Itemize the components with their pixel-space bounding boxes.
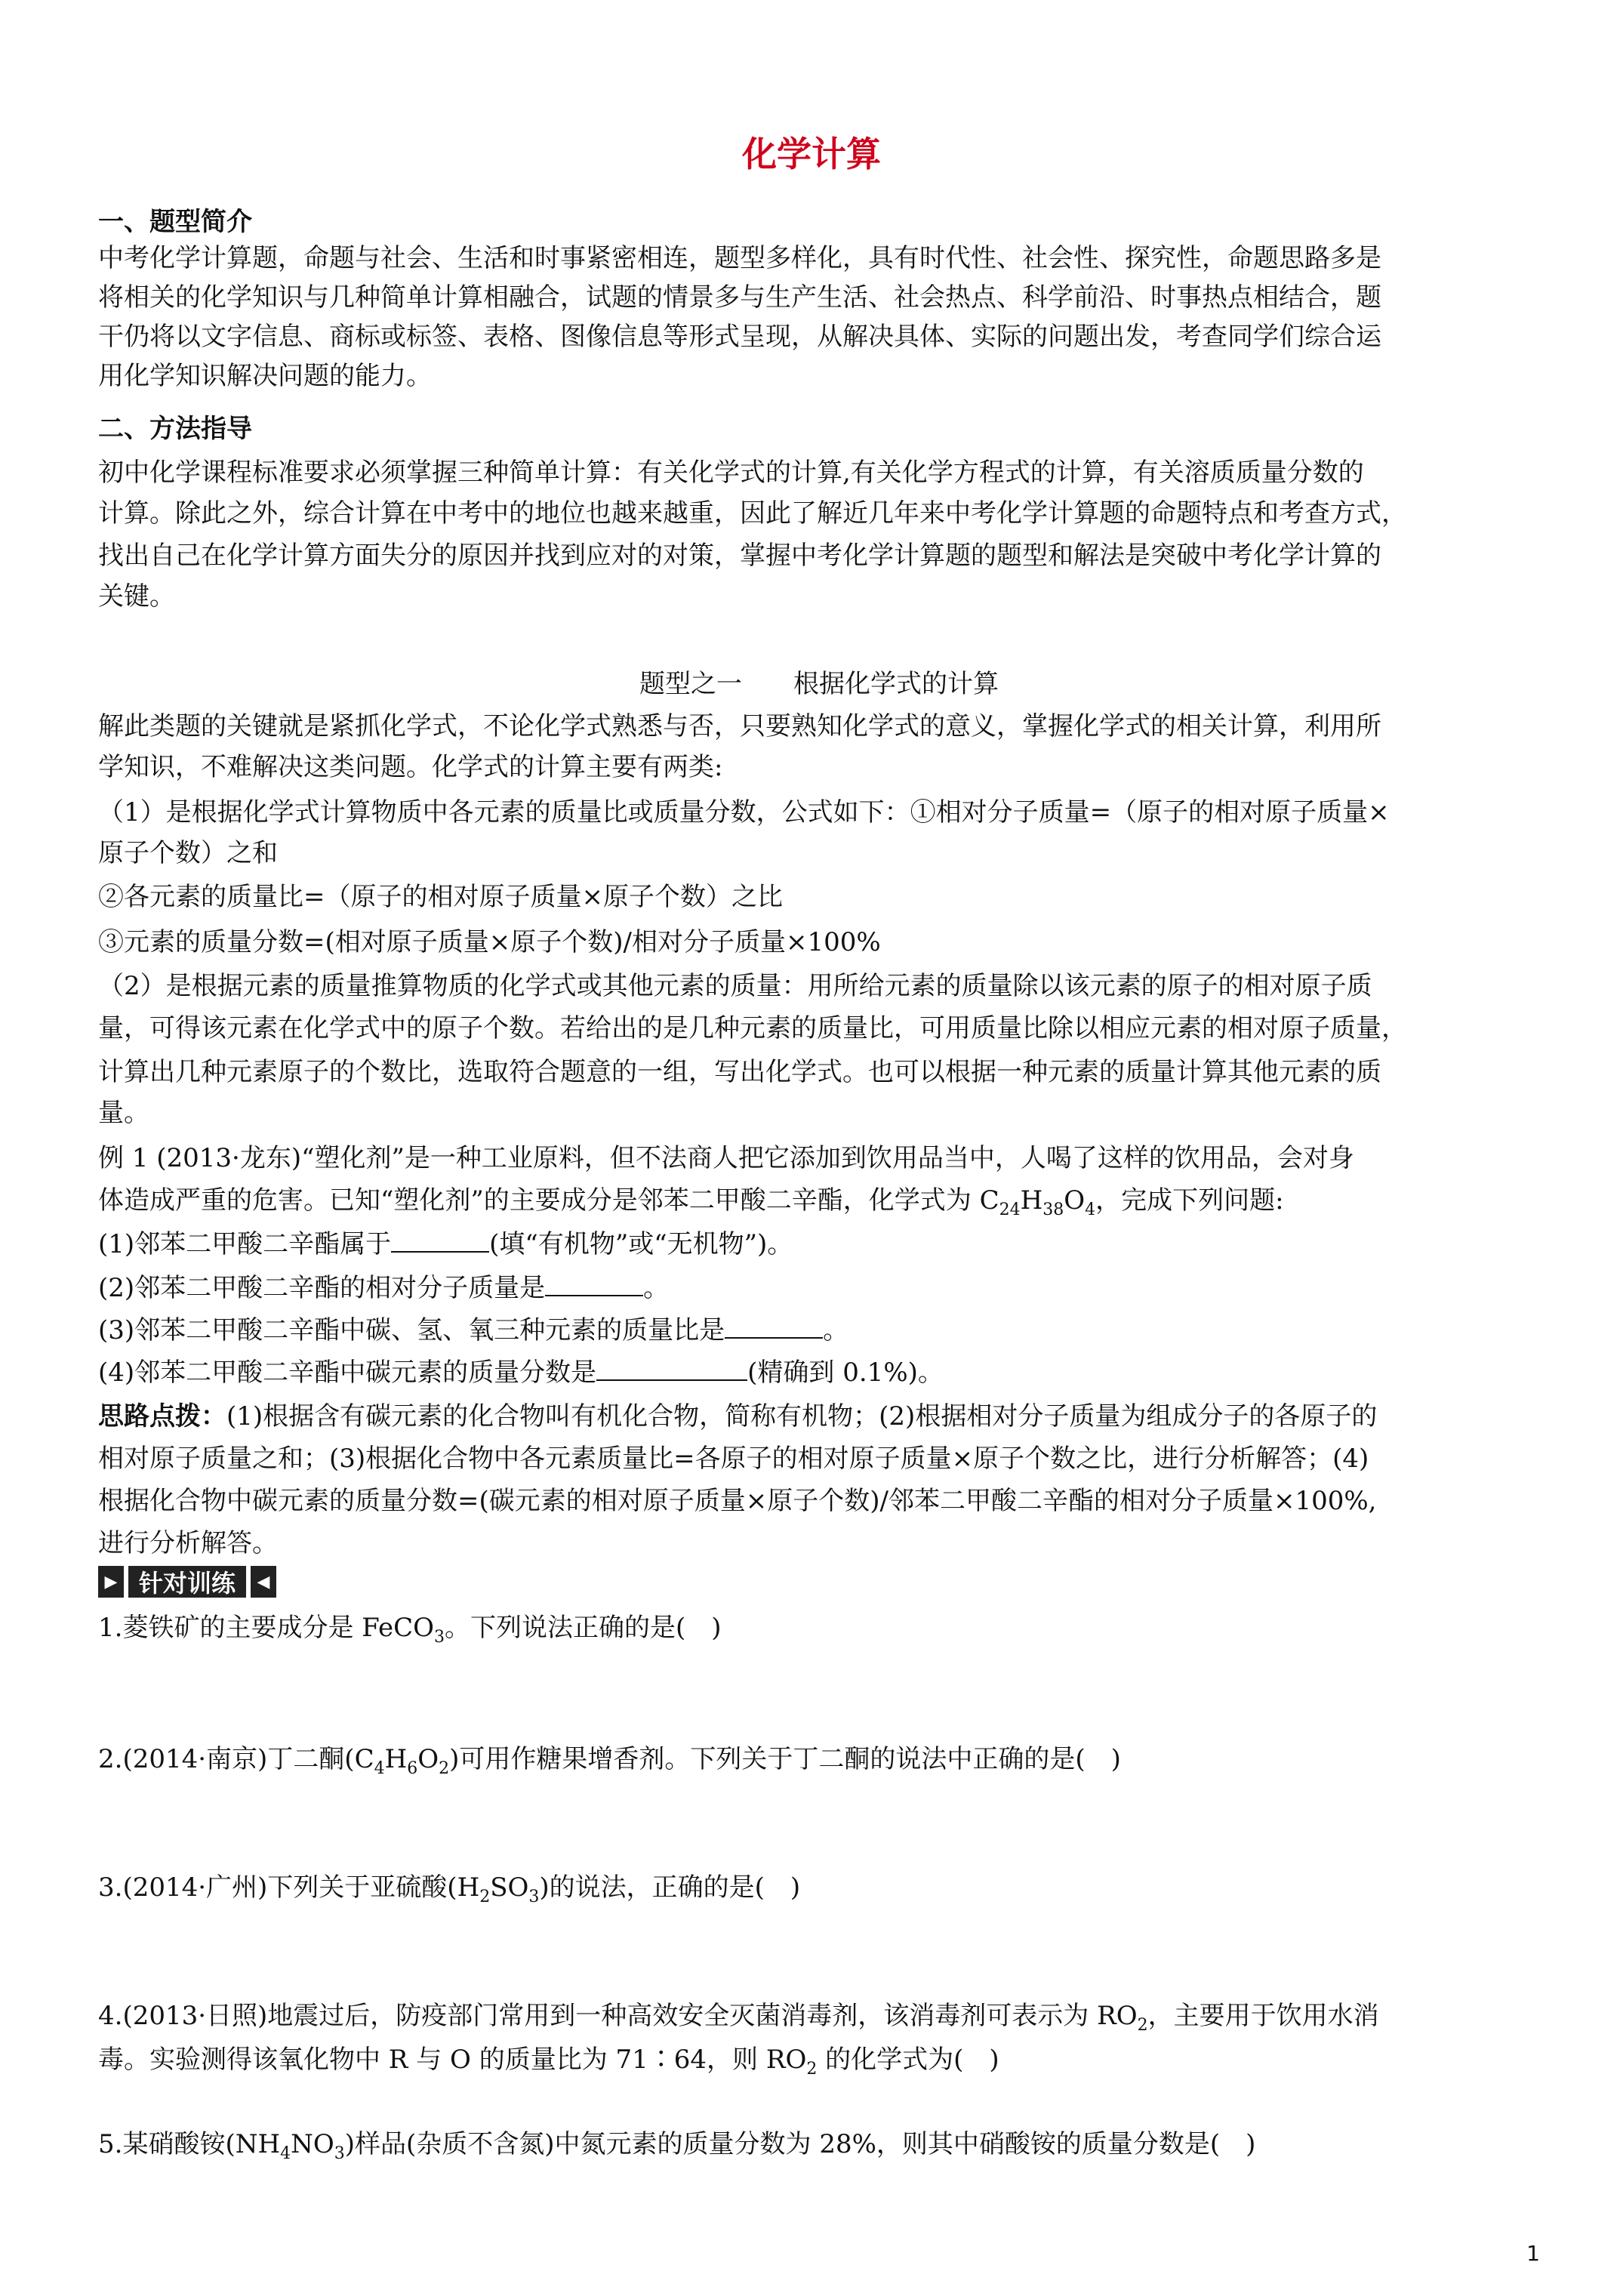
subscript: 2: [439, 1758, 450, 1778]
subscript: 4: [280, 2143, 291, 2163]
type1-intro-line: 解此类题的关键就是紧抓化学式，不论化学式熟悉与否，只要熟知化学式的意义，掌握化学式的相关计算，利用所: [98, 711, 1381, 741]
subscript: 2: [806, 2059, 818, 2079]
section2-line: 初中化学课程标准要求必须掌握三种简单计算：有关化学式的计算,有关化学方程式的计算，有关溶质质量分数的: [98, 458, 1364, 488]
question-text: (2)邻苯二甲酸二辛酯的相对分子质量是: [98, 1273, 546, 1303]
question-text: 3.(2014·广州)下列关于亚硫酸(H: [98, 1872, 480, 1903]
type1-intro-line: 学知识，不难解决这类问题。化学式的计算主要有两类:: [98, 752, 723, 782]
page-title: 化学计算: [742, 134, 881, 174]
hint-line: 根据化合物中碳元素的质量分数=(碳元素的相对原子质量×原子个数)/邻苯二甲酸二辛酯的相对分子质量×100%,: [98, 1486, 1377, 1516]
formula-text: O: [417, 1744, 439, 1774]
question-5-stem: [98, 2125, 1540, 2174]
question-text: )可用作糖果增香剂。下列关于丁二酮的说法中正确的是( ): [449, 1744, 1121, 1774]
question-text: 1.菱铁矿的主要成分是 FeCO: [98, 1613, 434, 1643]
page-number: 1: [1526, 2241, 1540, 2266]
question-text: (1)邻苯二甲酸二辛酯属于: [98, 1229, 392, 1259]
hint-line: 相对原子质量之和；(3)根据化合物中各元素质量比=各原子的相对原子质量×原子个数之比，进行分析解答；(4): [98, 1444, 1369, 1474]
question-text: 。: [643, 1273, 670, 1303]
formula-text: O: [1064, 1185, 1086, 1216]
section1-heading: 一、题型简介: [98, 207, 252, 237]
section1-line: 中考化学计算题，命题与社会、生活和时事紧密相连，题型多样化，具有时代性、社会性、探究性，命题思路多是: [98, 243, 1381, 273]
hint-text: (1)根据含有碳元素的化合物叫有机化合物，简称有机物；(2)根据相对分子质量为组成分子的各原子的: [226, 1401, 1378, 1432]
type1-heading: 题型之一 根据化学式的计算: [639, 669, 999, 699]
formula-text: NO: [291, 2129, 334, 2159]
question-text: 4.(2013·日照)地震过后，防疫部门常用到一种高效安全灭菌消毒剂，该消毒剂可表示为 RO: [98, 2001, 1138, 2031]
example-line: [98, 1181, 1540, 1230]
formula-text: SO: [490, 1872, 529, 1903]
hint-label: 思路点拨：: [98, 1401, 226, 1432]
play-left-icon: ◀: [251, 1566, 276, 1598]
training-label: 针对训练: [128, 1566, 246, 1598]
example-line: 例 1 (2013·龙东)“塑化剂”是一种工业原料，但不法商人把它添加到饮用品当中，人喝了这样的饮用品，会对身: [98, 1143, 1354, 1173]
example-text: ，完成下列问题:: [1095, 1185, 1284, 1216]
question-text: 的化学式为( ): [817, 2045, 999, 2075]
question-4-stem: [98, 1996, 1540, 2045]
section1-line: 干仍将以文字信息、商标或标签、表格、图像信息等形式呈现，从解决具体、实际的问题出发，考查同学们综合运: [98, 322, 1381, 352]
hint-line: [98, 1397, 1540, 1436]
subscript: 38: [1042, 1200, 1064, 1219]
subscript: 4: [1085, 1200, 1096, 1219]
question-text: 。下列说法正确的是( ): [445, 1613, 722, 1643]
type1-p1-line: 原子个数）之和: [98, 838, 278, 868]
hint-line: 进行分析解答。: [98, 1528, 278, 1558]
section2-heading: 二、方法指导: [98, 414, 252, 444]
answer-blank[interactable]: [596, 1357, 747, 1381]
example-question-2: [98, 1268, 1540, 1308]
type1-p2-line: （2）是根据元素的质量推算物质的化学式或其他元素的质量：用所给元素的质量除以该元素的原子的相对原子质: [98, 971, 1372, 1001]
question-2-stem: [98, 1740, 1540, 1789]
question-text: 毒。实验测得该氧化物中 R 与 O 的质量比为 71∶64，则 RO: [98, 2045, 807, 2075]
question-text: 5.某硝酸铵(NH: [98, 2129, 281, 2159]
section1-line: 用化学知识解决问题的能力。: [98, 361, 432, 391]
type1-p2-line: 量。: [98, 1098, 149, 1128]
example-question-3: [98, 1311, 1540, 1350]
question-text: )的说法，正确的是( ): [539, 1872, 801, 1903]
section2-line: 关键。: [98, 581, 175, 612]
subscript: 2: [1137, 2015, 1148, 2035]
training-banner: [98, 1564, 276, 1599]
subscript: 6: [407, 1758, 418, 1778]
question-3-stem: [98, 1868, 1540, 1917]
question-text: 2.(2014·南京)丁二酮(C: [98, 1744, 374, 1774]
type1-p1-line: ③元素的质量分数=(相对原子质量×原子个数)/相对分子质量×100%: [98, 927, 881, 957]
play-right-icon: ▶: [98, 1566, 124, 1598]
question-text: )样品(杂质不含氮)中氮元素的质量分数为 28%，则其中硝酸铵的质量分数是( ): [344, 2129, 1256, 2159]
answer-blank[interactable]: [545, 1272, 643, 1296]
question-text: (4)邻苯二甲酸二辛酯中碳元素的质量分数是: [98, 1358, 597, 1388]
question-text: (3)邻苯二甲酸二辛酯中碳、氢、氧三种元素的质量比是: [98, 1315, 725, 1345]
question-text: (精确到 0.1%)。: [747, 1358, 944, 1388]
type1-p1-line: （1）是根据化学式计算物质中各元素的质量比或质量分数，公式如下：①相对分子质量=（原子的相对原子质量×: [98, 797, 1390, 827]
formula-text: H: [1020, 1185, 1043, 1216]
type1-p2-line: 量，可得该元素在化学式中的原子个数。若给出的是几种元素的质量比，可用质量比除以相应元素的相对原子质量，: [98, 1013, 1407, 1043]
section1-line: 将相关的化学知识与几种简单计算相融合，试题的情景多与生产生活、社会热点、科学前沿、时事热点相结合，题: [98, 282, 1381, 313]
subscript: 24: [999, 1200, 1021, 1219]
question-text: (填“有机物”或“无机物”)。: [489, 1229, 793, 1259]
question-1-stem: [98, 1608, 1540, 1657]
subscript: 2: [479, 1887, 491, 1906]
formula-text: H: [384, 1744, 408, 1774]
subscript: 3: [528, 1887, 540, 1906]
answer-blank[interactable]: [391, 1228, 489, 1253]
type1-p2-line: 计算出几种元素原子的个数比，选取符合题意的一组，写出化学式。也可以根据一种元素的质量计算其他元素的质: [98, 1057, 1381, 1087]
subscript: 4: [374, 1758, 385, 1778]
example-question-4: [98, 1353, 1540, 1392]
example-text: 体造成严重的危害。已知“塑化剂”的主要成分是邻苯二甲酸二辛酯，化学式为 C: [98, 1185, 999, 1216]
type1-p1-line: ②各元素的质量比=（原子的相对原子质量×原子个数）之比: [98, 882, 783, 912]
question-4-stem: [98, 2040, 1540, 2089]
subscript: 3: [434, 1627, 445, 1647]
question-text: ，主要用于饮用水消: [1147, 2001, 1379, 2031]
section2-line: 计算。除此之外，综合计算在中考中的地位也越来越重，因此了解近几年来中考化学计算题的命题特点和考查方式，: [98, 498, 1407, 529]
subscript: 3: [334, 2143, 345, 2163]
question-text: 。: [823, 1315, 849, 1345]
example-question-1: [98, 1225, 1540, 1264]
answer-blank[interactable]: [725, 1314, 823, 1339]
section2-line: 找出自己在化学计算方面失分的原因并找到应对的对策，掌握中考化学计算题的题型和解法是突破中考化学计算的: [98, 541, 1381, 571]
